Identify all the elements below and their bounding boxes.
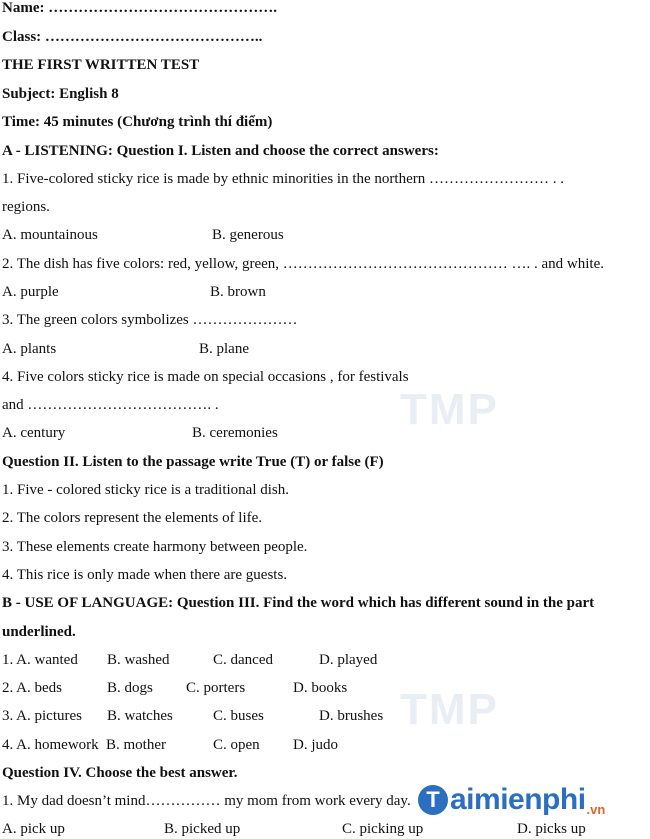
answer-option: B. brown bbox=[210, 284, 266, 300]
answer-option: C. picking up bbox=[342, 821, 424, 837]
question-text: 2. The dish has five colors: red, yellow, green, ……………………………………… …. . and white. bbox=[2, 256, 604, 272]
answer-option: A. plants bbox=[2, 341, 57, 357]
listening-heading: A - LISTENING: Question I. Listen and choose the correct answers: bbox=[2, 143, 439, 159]
brand-logo-text: aimienphi bbox=[450, 783, 586, 816]
question-text: 4. Five colors sticky rice is made on special occasions , for festivals bbox=[2, 369, 409, 385]
question-text: regions. bbox=[2, 199, 50, 215]
subject-line: Subject: English 8 bbox=[2, 86, 119, 102]
answer-option: D. judo bbox=[293, 737, 338, 753]
background-watermark: TMP bbox=[400, 685, 499, 734]
test-title: THE FIRST WRITTEN TEST bbox=[2, 57, 200, 73]
answer-option: B. washed bbox=[107, 652, 170, 668]
language-heading: B - USE OF LANGUAGE: Question III. Find the word which has different sound in the part bbox=[2, 595, 595, 611]
brand-logo-tld: .vn bbox=[586, 801, 606, 817]
answer-option: A. century bbox=[2, 425, 66, 441]
statement: 3. These elements create harmony between people. bbox=[2, 539, 308, 555]
question-text: 3. The green colors symbolizes ………………… bbox=[2, 312, 298, 328]
statement: 4. This rice is only made when there are guests. bbox=[2, 567, 288, 583]
answer-options-row bbox=[2, 282, 642, 302]
answer-option: D. played bbox=[319, 652, 378, 668]
answer-option: B. dogs bbox=[107, 680, 153, 696]
answer-option: 3. A. pictures bbox=[2, 708, 82, 724]
answer-options-row bbox=[2, 225, 642, 245]
answer-option: C. danced bbox=[213, 652, 273, 668]
answer-option: 4. A. homework bbox=[2, 737, 99, 753]
question-text: 1. My dad doesn’t mind…………… my mom from work every day. bbox=[2, 793, 411, 809]
answer-option: A. purple bbox=[2, 284, 59, 300]
answer-option: A. mountainous bbox=[2, 227, 98, 243]
pronunciation-row bbox=[2, 650, 642, 670]
pronunciation-row bbox=[2, 678, 642, 698]
answer-option: 2. A. beds bbox=[2, 680, 62, 696]
answer-option: B. picked up bbox=[164, 821, 241, 837]
answer-options-row bbox=[2, 423, 642, 443]
answer-options-row bbox=[2, 339, 642, 359]
language-heading: underlined. bbox=[2, 624, 76, 640]
brand-logo-mark: T bbox=[418, 785, 448, 815]
best-answer-heading: Question IV. Choose the best answer. bbox=[2, 765, 238, 781]
answer-option: B. plane bbox=[199, 341, 249, 357]
answer-option: 1. A. wanted bbox=[2, 652, 78, 668]
answer-option: A. pick up bbox=[2, 821, 65, 837]
answer-option: B. generous bbox=[212, 227, 284, 243]
answer-option: C. open bbox=[213, 737, 260, 753]
background-watermark: TMP bbox=[400, 385, 499, 434]
question-text: and ………………………………. . bbox=[2, 397, 219, 413]
answer-option: B. mother bbox=[106, 737, 166, 753]
statement: 2. The colors represent the elements of life. bbox=[2, 510, 263, 526]
answer-option: C. porters bbox=[186, 680, 246, 696]
answer-option: D. picks up bbox=[517, 821, 586, 837]
class-field: Class: …………………………………….. bbox=[2, 29, 263, 45]
answer-option: B. watches bbox=[107, 708, 173, 724]
answer-option: D. brushes bbox=[319, 708, 384, 724]
question-text: 1. Five-colored sticky rice is made by ethnic minorities in the northern …………………… . . bbox=[2, 171, 564, 187]
time-line: Time: 45 minutes (Chương trình thí điểm) bbox=[2, 114, 273, 130]
answer-options-row bbox=[2, 819, 642, 839]
statement: 1. Five - colored sticky rice is a traditional dish. bbox=[2, 482, 290, 498]
pronunciation-row bbox=[2, 706, 642, 726]
answer-option: B. ceremonies bbox=[192, 425, 278, 441]
answer-option: D. books bbox=[293, 680, 348, 696]
name-field: Name: ………………………………………. bbox=[2, 0, 277, 16]
answer-option: C. buses bbox=[213, 708, 264, 724]
brand-logo bbox=[418, 780, 605, 820]
true-false-heading: Question II. Listen to the passage write True (T) or false (F) bbox=[2, 454, 384, 470]
pronunciation-row bbox=[2, 735, 642, 755]
